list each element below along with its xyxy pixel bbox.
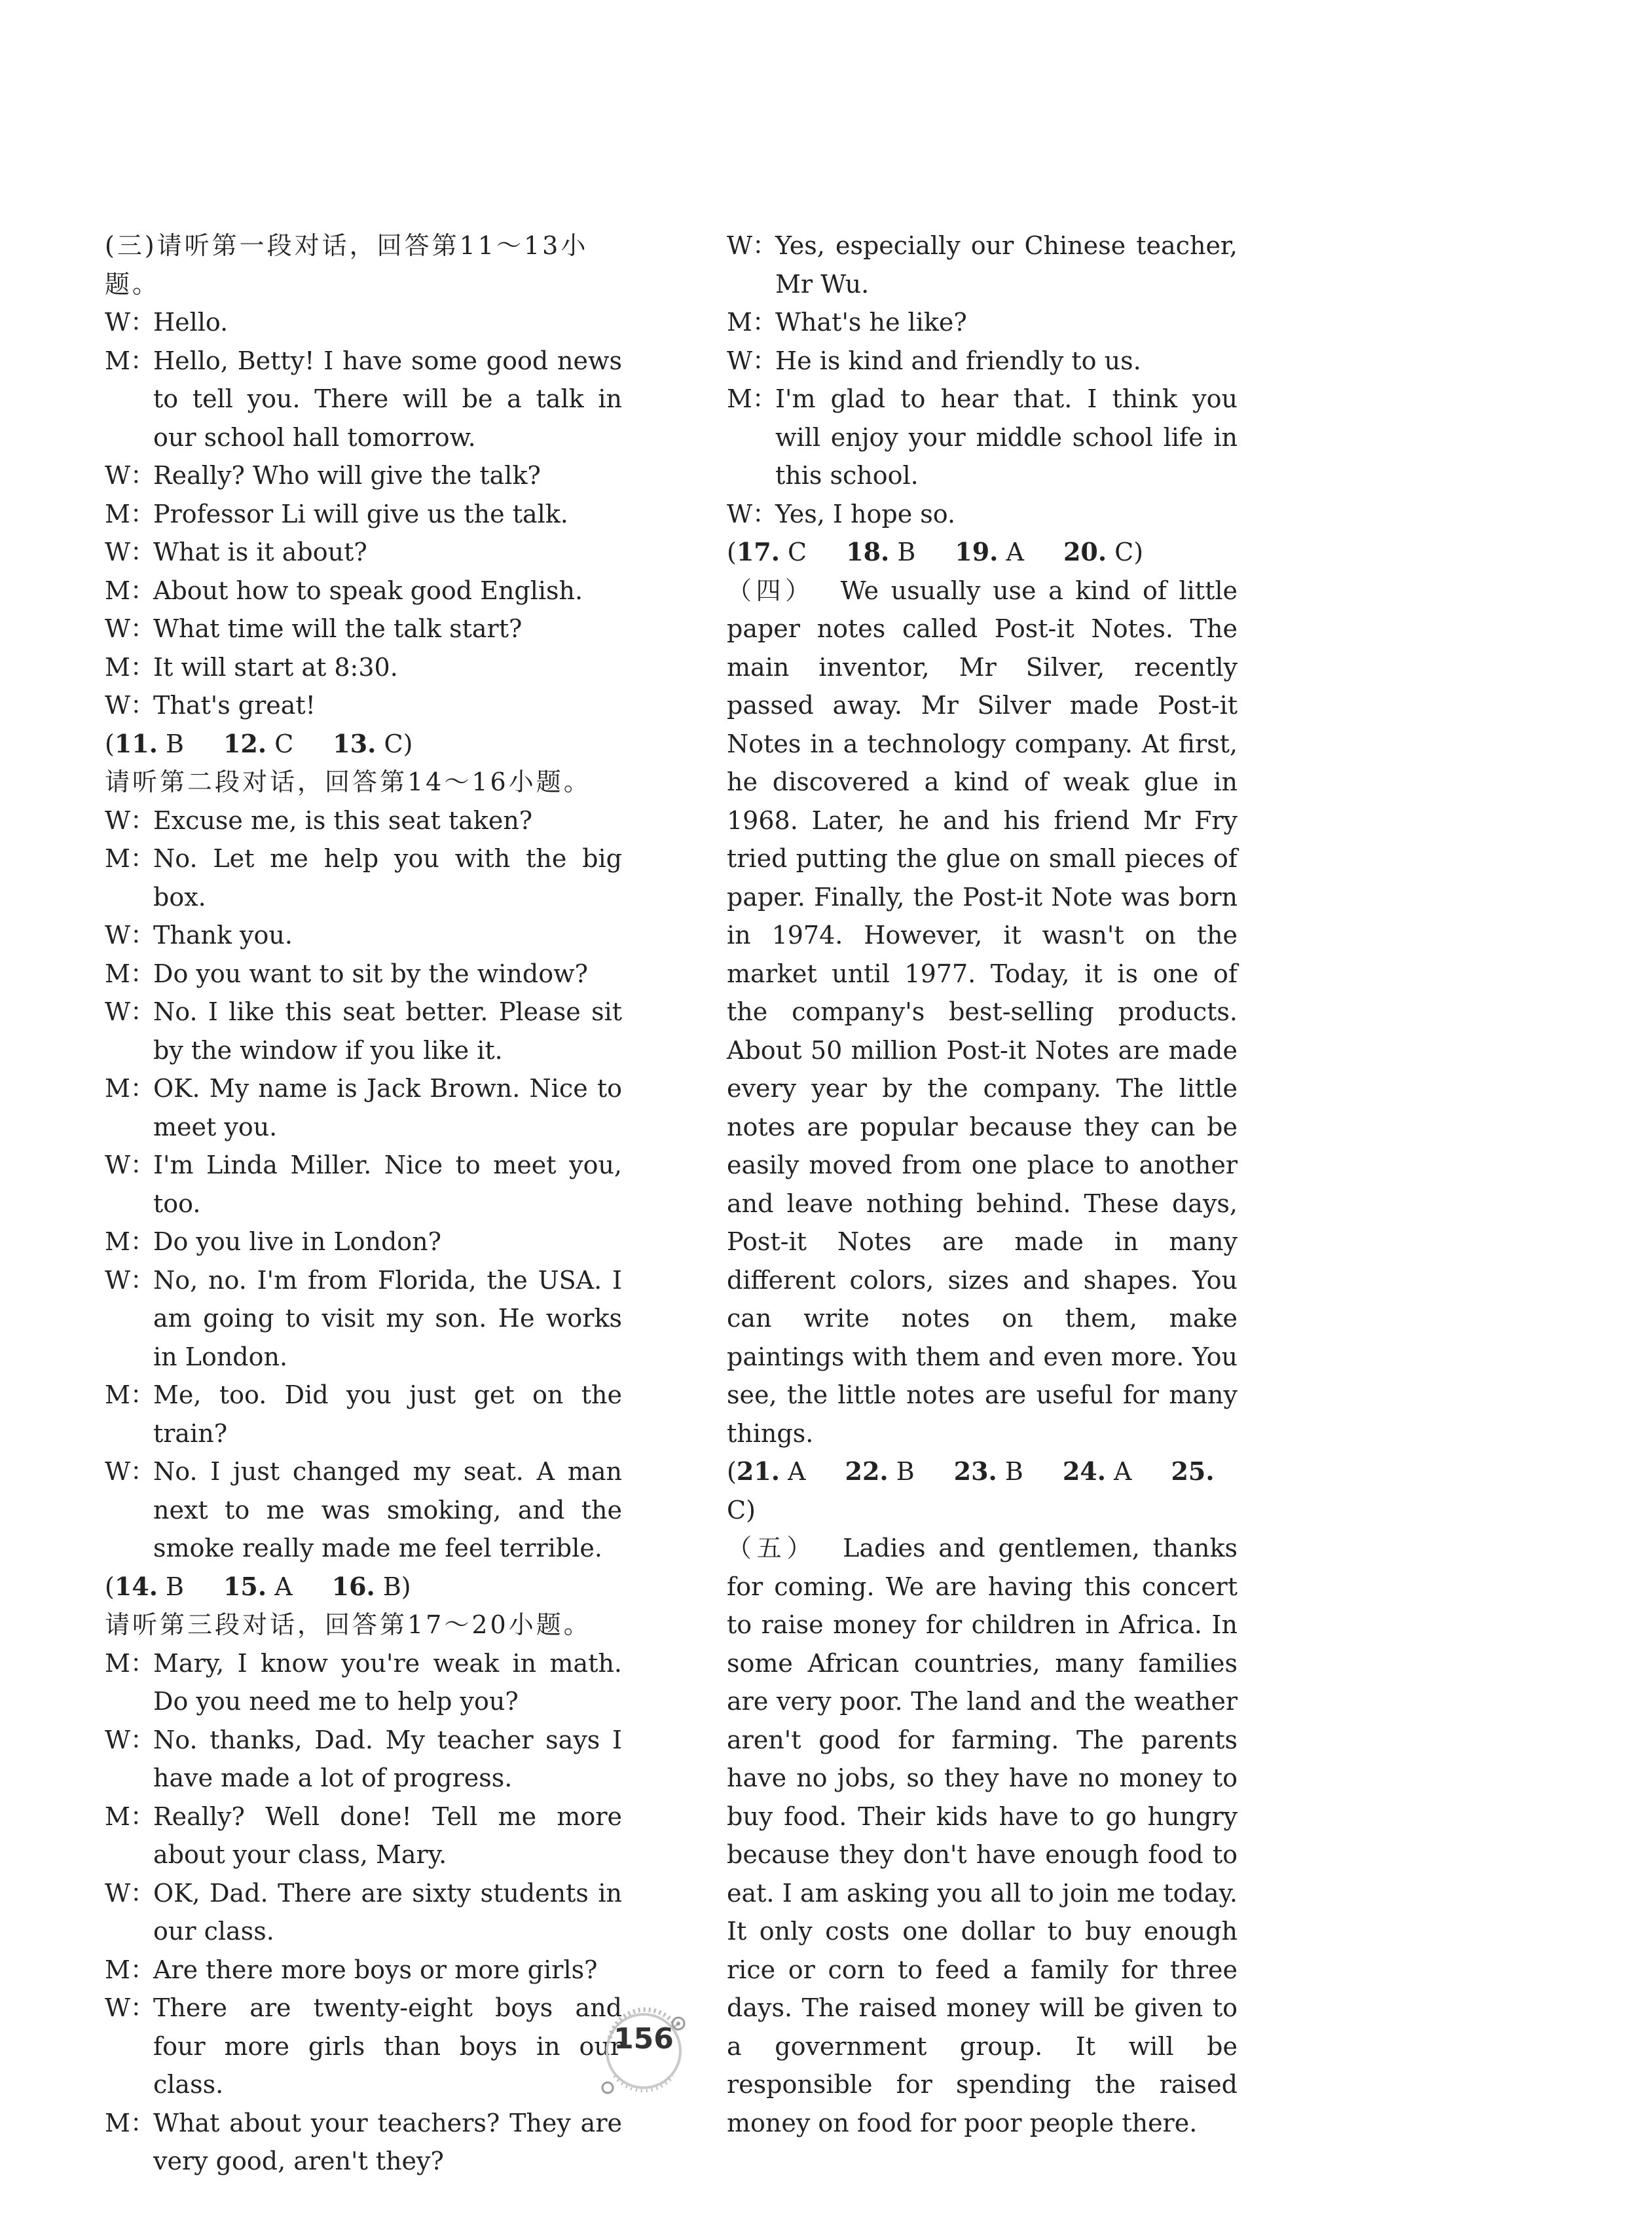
dialogue-line: W： No. I like this seat better. Please sit by the window if you like it. bbox=[105, 997, 622, 1065]
dialogue-line: W： Yes, especially our Chinese teacher, Mr Wu. bbox=[727, 231, 1238, 299]
dialogue-line: W： Yes, I hope so. bbox=[727, 499, 956, 528]
dialogue-line: W： Really? Who will give the talk? bbox=[105, 461, 541, 490]
dialogue-line: W： What time will the talk start? bbox=[105, 614, 523, 643]
page-number-badge bbox=[595, 2004, 699, 2102]
section-4-passage: （四） We usually use a kind of little paper notes called Post-it Notes. The main inventor, Mr Silver, recently passed away. Mr Silver made Post-it Notes in a technology company. At first, he discovered a kind of weak glue in 1968. Later, he and his friend Mr Fry tried putting the glue on small pieces of paper. Finally, the Post-it Note was born in 1974. However, it wasn't on the market until 1977. Today, it is one of the company's best-selling products. About 50 million Post-it Notes are made every year by the company. The little notes are popular because they can be easily moved from one place to another and leave nothing behind. These days, Post-it Notes are made in many different colors, sizes and shapes. You can write notes on them, make paintings with them and even more. You see, the little notes are useful for many things. bbox=[727, 576, 1238, 1448]
section-5-passage: （五） Ladies and gentlemen, thanks for coming. We are having this concert to raise money for children in Africa. In some African countries, many families are very poor. The land and the weather aren't good for farming. The parents have no jobs, so they have no money to buy food. Their kids have to go hungry because they don't have enough food to eat. I am asking you all to join me today. It only costs one dollar to buy enough rice or corn to feed a family for three days. The raised money will be given to a government group. It will be responsible for spending the raised money on food for poor people there. bbox=[727, 1534, 1238, 2137]
dialogue-line: M： What's he like? bbox=[727, 308, 967, 337]
section-3-heading: (三)请听第一段对话，回答第11～13小题。 bbox=[105, 231, 589, 299]
dialogue-line: M： It will start at 8:30. bbox=[105, 652, 398, 682]
dialogue-line: M： Me, too. Did you just get on the train? bbox=[105, 1380, 622, 1448]
answer-key-21-25: (21. A 22. B 23. B 24. A 25. C) bbox=[727, 1456, 1215, 1525]
dialogue-line: W： That's great! bbox=[105, 691, 316, 720]
dialogue-line: M： About how to speak good English. bbox=[105, 576, 583, 605]
dialogue-line: W： Excuse me, is this seat taken? bbox=[105, 805, 533, 835]
left-column bbox=[105, 227, 622, 2181]
dialogue-line: W： No. I just changed my seat. A man next to me was smoking, and the smoke really made me feel terrible. bbox=[105, 1457, 622, 1562]
section-5-label: （五） bbox=[727, 1534, 817, 1562]
dialogue-2-heading: 请听第二段对话，回答第14～16小题。 bbox=[105, 767, 591, 796]
right-column bbox=[727, 227, 1238, 2142]
dialogue-line: W： Thank you. bbox=[105, 921, 293, 950]
dialogue-line: M： No. Let me help you with the big box. bbox=[105, 844, 622, 912]
dialogue-line: M： Mary, I know you're weak in math. Do you need me to help you? bbox=[105, 1648, 622, 1716]
dialogue-line: M： Professor Li will give us the talk. bbox=[105, 499, 568, 528]
dialogue-3-heading: 请听第三段对话，回答第17～20小题。 bbox=[105, 1610, 591, 1639]
answer-key-11-13: (11. B 12. C 13. C) bbox=[105, 728, 413, 758]
dialogue-line: W： There are twenty-eight boys and four more girls than boys in our class. bbox=[105, 1993, 622, 2099]
answer-key-14-16: (14. B 15. A 16. B) bbox=[105, 1571, 411, 1601]
dialogue-line: W： What is it about? bbox=[105, 538, 367, 566]
dialogue-line: W： I'm Linda Miller. Nice to meet you, too. bbox=[105, 1151, 622, 1218]
dialogue-line: M： I'm glad to hear that. I think you will enjoy your middle school life in this school. bbox=[727, 384, 1238, 490]
dialogue-line: M： OK. My name is Jack Brown. Nice to meet you. bbox=[105, 1074, 622, 1141]
dialogue-line: M： Do you live in London? bbox=[105, 1227, 442, 1256]
dialogue-line: M： Really? Well done! Tell me more about your class, Mary. bbox=[105, 1802, 622, 1869]
dialogue-line: W： No. thanks, Dad. My teacher says I have made a lot of progress. bbox=[105, 1725, 622, 1792]
dialogue-line: W： He is kind and friendly to us. bbox=[727, 346, 1141, 375]
dialogue-line: W： No, no. I'm from Florida, the USA. I am going to visit my son. He works in London. bbox=[105, 1265, 622, 1371]
page-number: 156 bbox=[614, 2022, 674, 2056]
section-4-label: （四） bbox=[727, 576, 815, 605]
dialogue-line: M： Are there more boys or more girls? bbox=[105, 1955, 598, 1984]
dialogue-line: M： What about your teachers? They are very good, aren't they? bbox=[105, 2108, 622, 2175]
dialogue-line: M： Hello, Betty! I have some good news to tell you. There will be a talk in our school hall tomorrow. bbox=[105, 346, 622, 452]
dialogue-line: W： Hello. bbox=[105, 308, 229, 337]
answer-key-17-20: (17. C 18. B 19. A 20. C) bbox=[727, 537, 1144, 566]
dialogue-line: M： Do you want to sit by the window? bbox=[105, 959, 588, 988]
dialogue-line: W： OK, Dad. There are sixty students in our class. bbox=[105, 1878, 622, 1946]
